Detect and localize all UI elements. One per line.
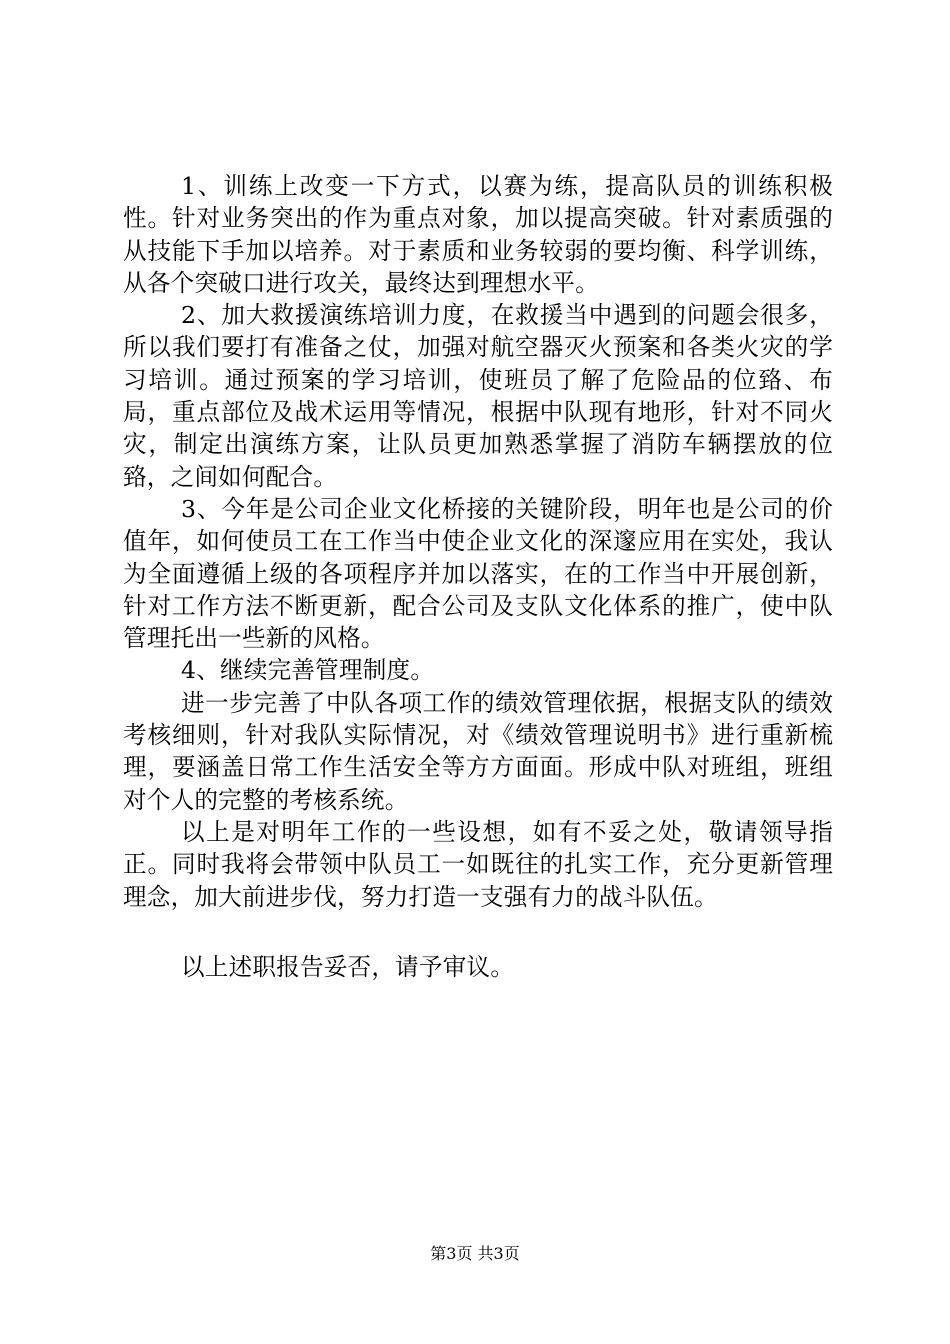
- paragraph-summary: 以上是对明年工作的一些设想，如有不妥之处，敬请领导指正。同时我将会带领中队员工一如既往的扎实工作，充分更新管理理念，加大前进步伐，努力打造一支强有力的战斗队伍。: [123, 817, 833, 911]
- paragraph-training-methods: 1、训练上改变一下方式，以赛为练，提高队员的训练积极性。针对业务突出的作为重点对象，加以提高突破。针对素质强的从技能下手加以培养。对于素质和业务较弱的要均衡、科学训练，从各个突破口进行攻关，最终达到理想水平。: [123, 172, 833, 297]
- paragraph-rescue-drills: 2、加大救援演练培训力度，在救援当中遇到的问题会很多，所以我们要打有准备之仗，加强对航空器灭火预案和各类火灾的学习培训。通过预案的学习培训，使班员了解了危险品的位臵、布局，重点部位及战术运用等情况，根据中队现有地形，针对不同火灾，制定出演练方案，让队员更加熟悉掌握了消防车辆摆放的位臵，之间如何配合。: [123, 301, 833, 491]
- paragraph-closing: 以上述职报告妥否，请予审议。: [181, 952, 515, 981]
- paragraph-corporate-culture: 3、今年是公司企业文化桥接的关键阶段，明年也是公司的价值年，如何使员工在工作当中使企业文化的深邃应用在实处，我认为全面遵循上级的各项程序并加以落实，在的工作当中开展创新，针对工作方法不断更新，配合公司及支队文化体系的推广，使中队管理托出一些新的风格。: [123, 494, 833, 653]
- page-footer: 第3页 共3页: [430, 1244, 520, 1263]
- paragraph-management-heading: 4、继续完善管理制度。: [181, 656, 435, 685]
- paragraph-performance-management: 进一步完善了中队各项工作的绩效管理依据，根据支队的绩效考核细则，针对我队实际情况，对《绩效管理说明书》进行重新梳理，要涵盖日常工作生活安全等方方面面。形成中队对班组，班组对个人的完整的考核系统。: [123, 688, 833, 814]
- document-body: [123, 170, 833, 983]
